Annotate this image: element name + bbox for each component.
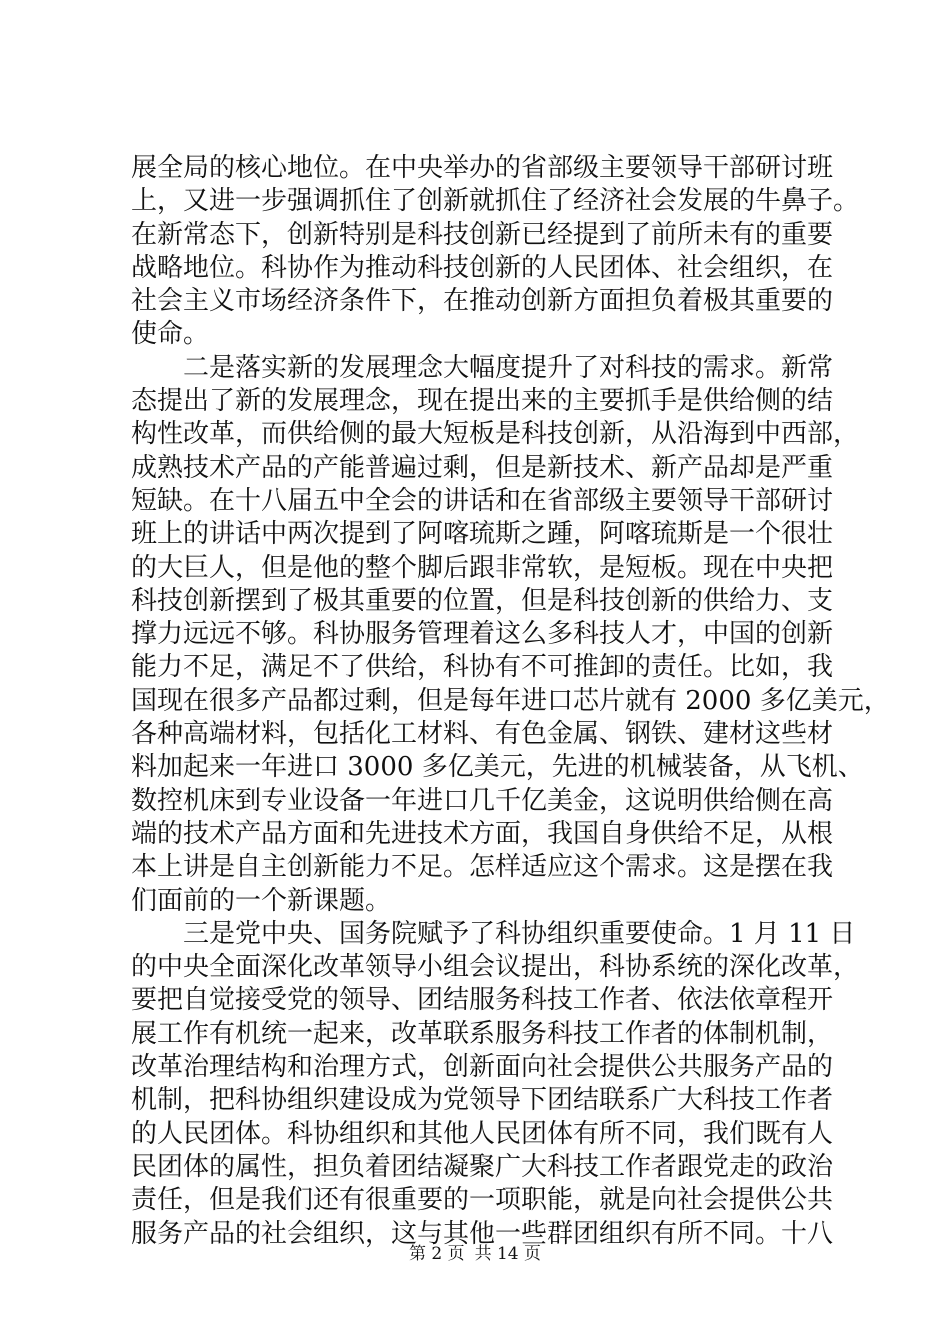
text-line: 能力不足，满足不了供给，科协有不可推卸的责任。比如，我 [131, 652, 834, 683]
text-line: 数控机床到专业设备一年进口几千亿美金，这说明供给侧在高 [131, 785, 834, 816]
text-line: 撑力远远不够。科协服务管理着这么多科技人才，中国的创新 [131, 619, 834, 650]
text-line: 的人民团体。科协组织和其他人民团体有所不同，我们既有人 [131, 1118, 834, 1149]
text-line: 端的技术产品方面和先进技术方面，我国自身供给不足，从根 [131, 818, 834, 849]
text-line: 社会主义市场经济条件下，在推动创新方面担负着极其重要的 [131, 286, 834, 317]
text-line: 民团体的属性，担负着团结凝聚广大科技工作者跟党走的政治 [131, 1151, 834, 1182]
text-line: 服务产品的社会组织，这与其他一些群团组织有所不同。十八 [131, 1218, 834, 1249]
text-line: 态提出了新的发展理念，现在提出来的主要抓手是供给侧的结 [131, 386, 834, 417]
text-line: 使命。 [131, 319, 210, 350]
text-line: 在新常态下，创新特别是科技创新已经提到了前所未有的重要 [131, 219, 834, 250]
document-body [131, 152, 890, 1251]
text-line: 成熟技术产品的产能普遍过剩，但是新技术、新产品却是严重 [131, 452, 834, 483]
text-line: 展全局的核心地位。在中央举办的省部级主要领导干部研讨班 [131, 153, 834, 183]
text-line: 科技创新摆到了极其重要的位置，但是科技创新的供给力、支 [131, 585, 834, 616]
paragraph-start-line: 三是党中央、国务院赋予了科协组织重要使命。1 月 11 日 [183, 918, 856, 949]
text-line: 料加起来一年进口 3000 多亿美元，先进的机械装备，从飞机、 [131, 752, 864, 783]
text-line: 上，又进一步强调抓住了创新就抓住了经济社会发展的牛鼻子。 [131, 186, 860, 217]
text-line: 战略地位。科协作为推动科技创新的人民团体、社会组织，在 [131, 252, 834, 283]
page-footer [0, 1242, 950, 1266]
text-line: 国现在很多产品都过剩，但是每年进口芯片就有 2000 多亿美元， [131, 685, 890, 716]
text-line: 责任，但是我们还有很重要的一项职能，就是向社会提供公共 [131, 1185, 834, 1216]
paragraph-start-line: 二是落实新的发展理念大幅度提升了对科技的需求。新常 [183, 352, 834, 383]
text-line: 各种高端材料，包括化工材料、有色金属、钢铁、建材这些材 [131, 719, 834, 750]
text-line: 短缺。在十八届五中全会的讲话和在省部级主要领导干部研讨 [131, 485, 834, 516]
text-line: 机制，把科协组织建设成为党领导下团结联系广大科技工作者 [131, 1085, 834, 1116]
text-line: 本上讲是自主创新能力不足。怎样适应这个需求。这是摆在我 [131, 852, 834, 883]
text-line: 的大巨人，但是他的整个脚后跟非常软，是短板。现在中央把 [131, 552, 834, 583]
text-line: 展工作有机统一起来，改革联系服务科技工作者的体制机制， [131, 1018, 834, 1049]
text-line: 改革治理结构和治理方式，创新面向社会提供公共服务产品的 [131, 1052, 834, 1083]
total-pages: 共 14 页 [474, 1244, 542, 1264]
text-line: 构性改革，而供给侧的最大短板是科技创新，从沿海到中西部， [131, 419, 860, 450]
text-line: 们面前的一个新课题。 [131, 885, 392, 916]
text-line: 要把自觉接受党的领导、团结服务科技工作者、依法依章程开 [131, 985, 834, 1016]
text-line: 班上的讲话中两次提到了阿喀琉斯之踵，阿喀琉斯是一个很壮 [131, 519, 834, 550]
text-line: 的中央全面深化改革领导小组会议提出，科协系统的深化改革， [131, 952, 860, 983]
page-number: 第 2 页 [408, 1244, 465, 1264]
